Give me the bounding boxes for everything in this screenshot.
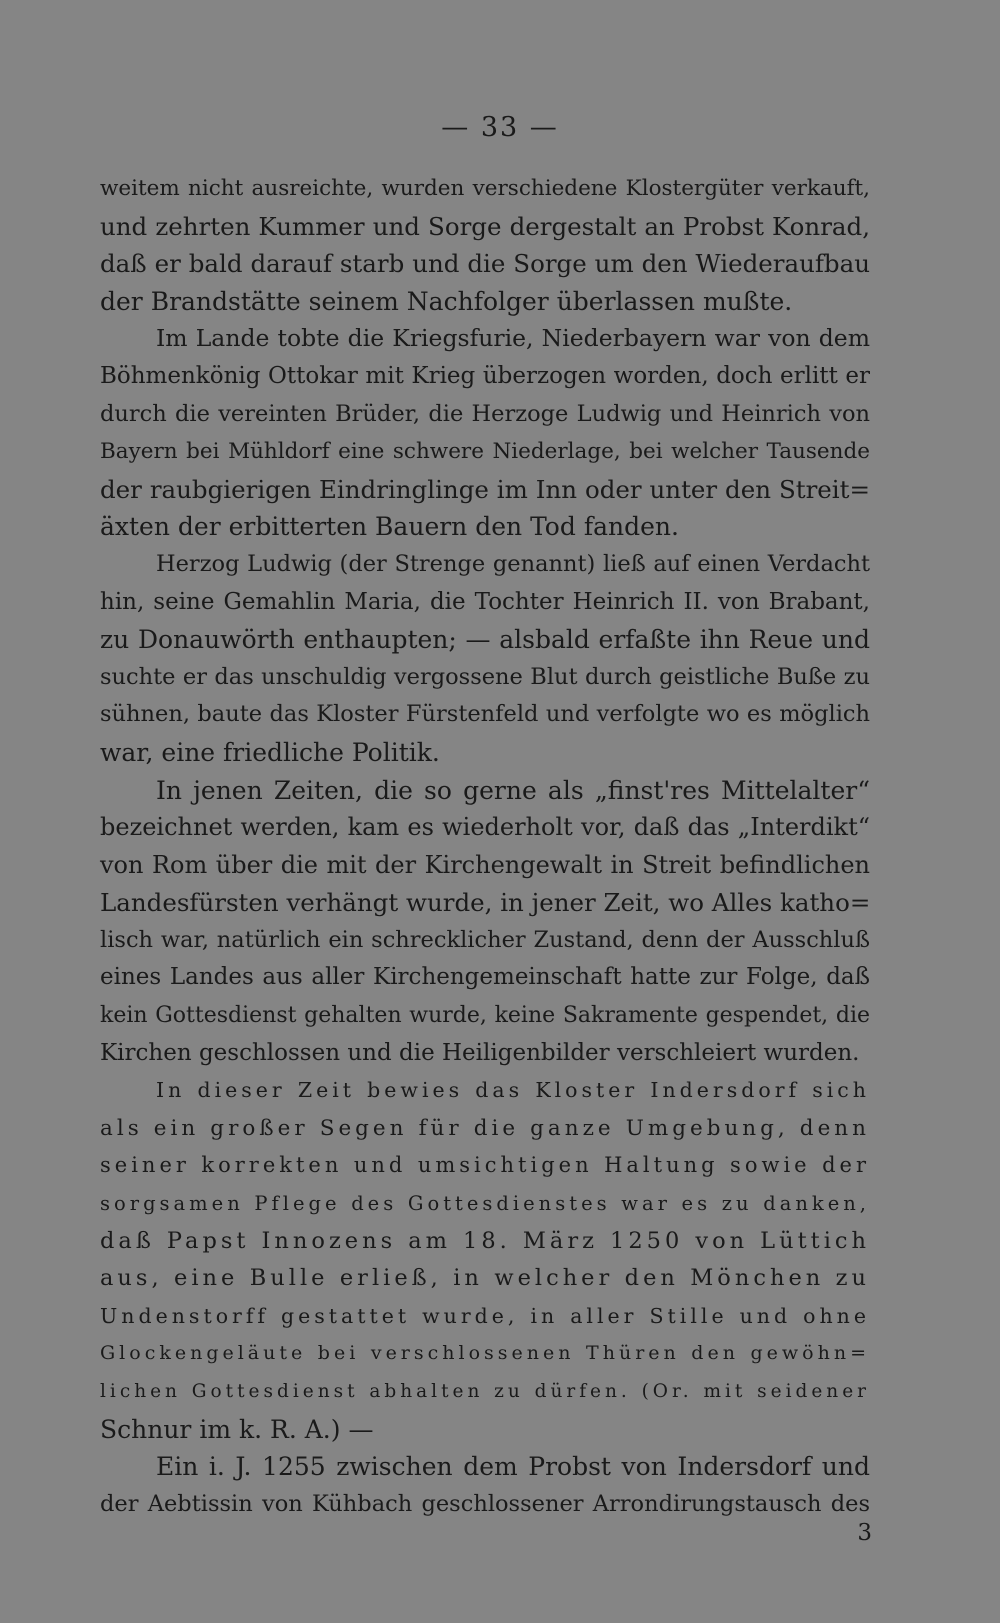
body-text — [100, 170, 870, 1523]
text-line: aus, eine Bulle erließ, in welcher den Mönchen zu — [100, 1265, 870, 1292]
text-line: hin, seine Gemahlin Maria, die Tochter Heinrich II. von Brabant, — [100, 588, 870, 615]
text-line: weitem nicht ausreichte, wurden verschiedene Klostergüter verkauft, — [100, 176, 870, 201]
text-line: Landesfürsten verhängt wurde, in jener Zeit, wo Alles katho= — [100, 888, 871, 918]
text-line: lisch war, natürlich ein schrecklicher Zustand, denn der Ausschluß — [100, 926, 870, 953]
text-line: suchte er das unschuldig vergossene Blut durch geistliche Buße zu — [100, 663, 870, 690]
text-line: seiner korrekten und umsichtigen Haltung sowie der — [100, 1153, 870, 1178]
text-line: Bayern bei Mühldorf eine schwere Niederlage, bei welcher Tausende — [100, 439, 870, 465]
text-line: sorgsamen Pflege des Gottesdienstes war es zu danken, — [100, 1192, 870, 1216]
signature-mark: 3 — [857, 1520, 872, 1546]
page-number: — 33 — — [441, 112, 559, 143]
text-line: von Rom über die mit der Kirchengewalt in Streit befindlichen — [100, 850, 870, 879]
text-line: In jenen Zeiten, die so gerne als „finst'res Mittelalter“ — [156, 775, 870, 805]
text-line: bezeichnet werden, kam es wiederholt vor, daß das „Interdikt“ — [100, 813, 870, 842]
text-line: der Aebtissin von Kühbach geschlossener Arrondirungstausch des — [100, 1490, 870, 1517]
text-line: lichen Gottesdienst abhalten zu dürfen. (Or. mit seidener — [100, 1381, 870, 1402]
text-line: war, eine friedliche Politik. — [100, 737, 440, 767]
text-line: Ein i. J. 1255 zwischen dem Probst von Indersdorf und — [156, 1452, 870, 1482]
text-line: eines Landes aus aller Kirchengemeinschaft hatte zur Folge, daß — [100, 964, 870, 991]
text-line: der raubgierigen Eindringlinge im Inn oder unter den Streit= — [100, 474, 870, 504]
text-line: Böhmenkönig Ottokar mit Krieg überzogen worden, doch erlitt er — [100, 362, 870, 389]
text-line: und zehrten Kummer und Sorge dergestalt an Probst Konrad, — [100, 211, 870, 241]
text-line: daß er bald darauf starb und die Sorge um den Wiederaufbau — [100, 249, 870, 279]
text-line: kein Gottesdienst gehalten wurde, keine Sakramente gespendet, die — [100, 1003, 870, 1029]
text-line: der Brandstätte seinem Nachfolger überlassen mußte. — [100, 286, 793, 316]
text-line: Kirchen geschlossen und die Heiligenbilder verschleiert wurden. — [100, 1039, 860, 1066]
text-line: als ein großer Segen für die ganze Umgebung, denn — [100, 1115, 870, 1141]
text-line: sühnen, baute das Kloster Fürstenfeld und verfolgte wo es möglich — [100, 701, 870, 728]
text-line: durch die vereinten Brüder, die Herzoge Ludwig und Heinrich von — [100, 400, 870, 427]
text-line: Glockengeläute bei verschlossenen Thüren den gewöhn= — [100, 1342, 870, 1365]
text-line: Im Lande tobte die Kriegsfurie, Niederbayern war von dem — [156, 324, 870, 353]
text-line: Undenstorff gestattet wurde, in aller Stille und ohne — [100, 1303, 870, 1328]
text-line: In dieser Zeit bewies das Kloster Indersdorf sich — [156, 1078, 870, 1103]
text-line: zu Donauwörth enthaupten; — alsbald erfaßte ihn Reue und — [100, 625, 870, 655]
text-line: äxten der erbitterten Bauern den Tod fanden. — [100, 512, 679, 542]
text-line: Herzog Ludwig (der Strenge genannt) ließ auf einen Verdacht — [156, 550, 870, 577]
text-line: daß Papst Innozens am 18. März 1250 von Lüttich — [100, 1227, 870, 1254]
text-line: Schnur im k. R. A.) — — [100, 1414, 374, 1444]
